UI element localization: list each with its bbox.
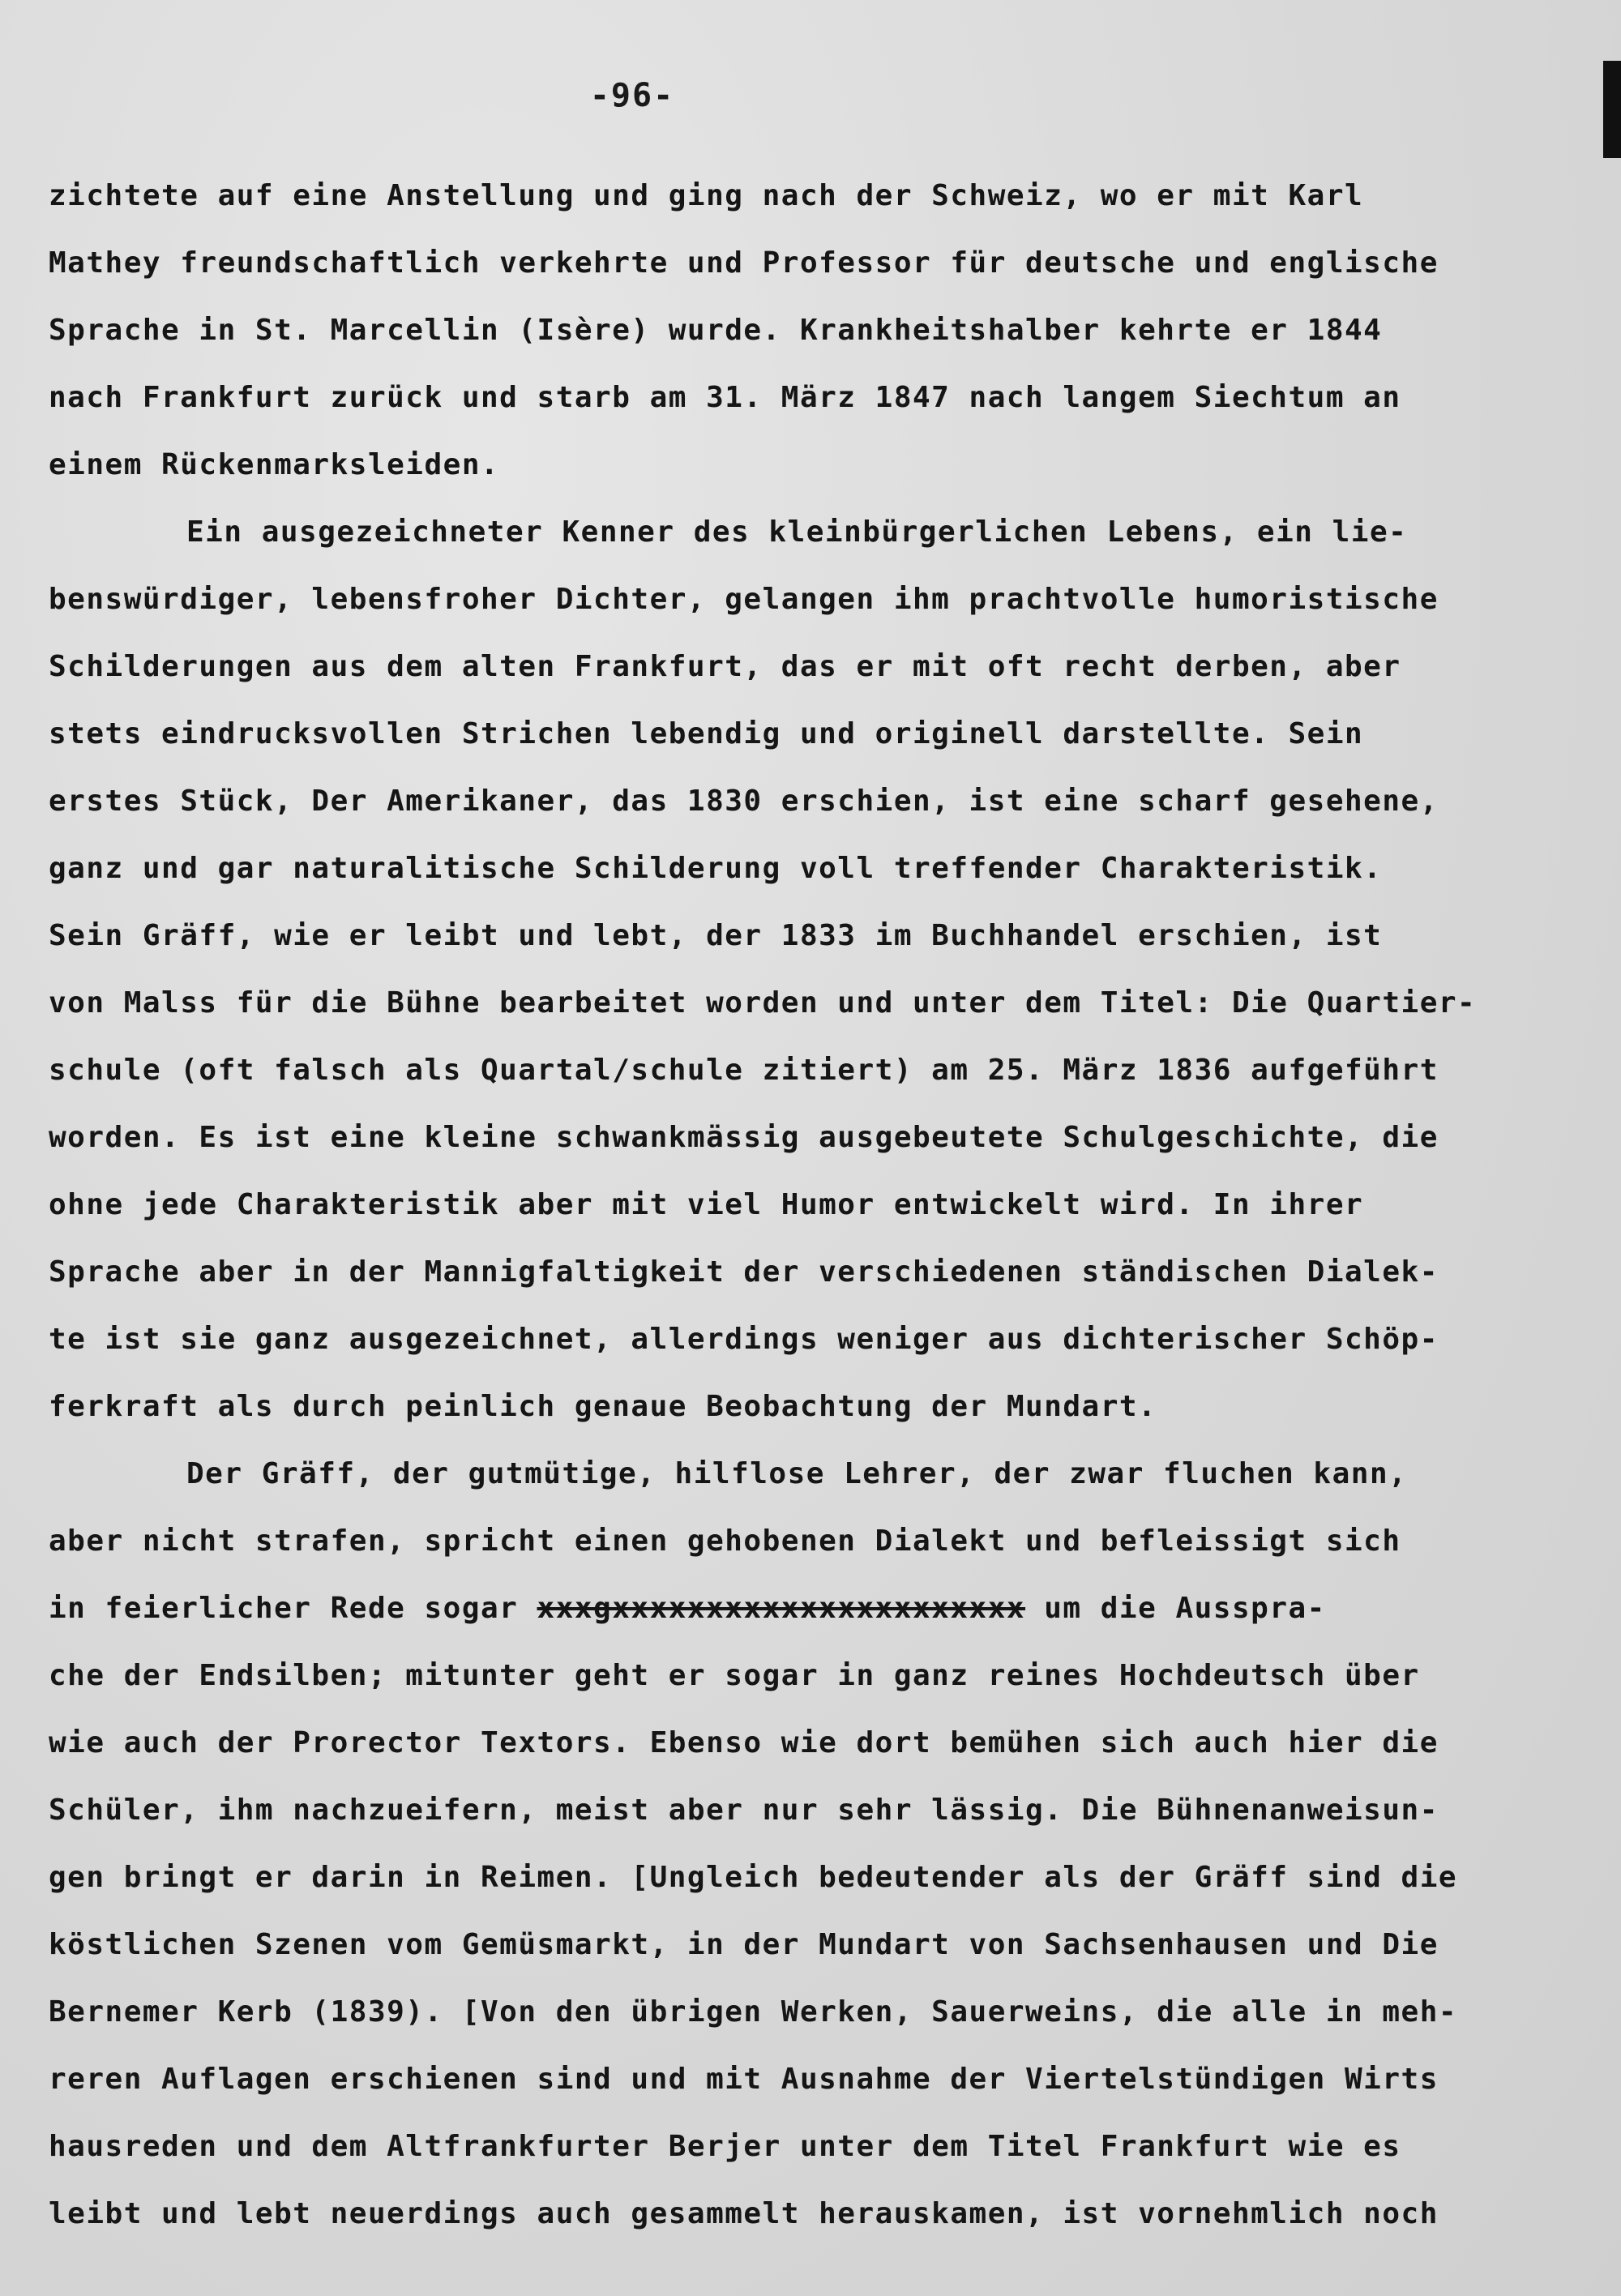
text-line [49, 1642, 1589, 1709]
text-line-content: Sprache in St. Marcellin (Isère) wurde. Krankheitshalber kehrte er 1844 [49, 314, 1383, 347]
text-line [49, 162, 1589, 229]
text-line-content: Bernemer Kerb (1839). [Von den übrigen Werken, Sauerweins, die alle in meh- [49, 1995, 1458, 2029]
text-line [49, 1171, 1589, 1238]
text-line [49, 902, 1589, 969]
text-line [49, 1104, 1589, 1171]
text-line-content: Sprache aber in der Mannigfaltigkeit der verschiedenen ständischen Dialek- [49, 1255, 1439, 1289]
text-line [49, 1507, 1589, 1575]
text-line [49, 969, 1589, 1037]
text-line-content: köstlichen Szenen vom Gemüsmarkt, in der Mundart von Sachsenhausen und Die [49, 1928, 1439, 1961]
text-line [49, 431, 1589, 498]
text-line [49, 498, 1589, 566]
text-line [49, 1575, 1589, 1642]
text-line [49, 1440, 1589, 1507]
text-line [49, 1844, 1589, 1911]
text-line-content: Ein ausgezeichneter Kenner des kleinbürgerlichen Lebens, ein lie- [186, 515, 1408, 549]
text-line [49, 229, 1589, 297]
text-line-content: wie auch der Prorector Textors. Ebenso wie dort bemühen sich auch hier die [49, 1726, 1439, 1759]
text-line-content: aber nicht strafen, spricht einen gehobenen Dialekt und befleissigt sich [49, 1524, 1401, 1558]
text-line-content: Mathey freundschaftlich verkehrte und Professor für deutsche und englische [49, 246, 1439, 280]
text-line [49, 1911, 1589, 1978]
text-line-content: che der Endsilben; mitunter geht er sogar in ganz reines Hochdeutsch über [49, 1659, 1420, 1692]
text-line [49, 364, 1589, 431]
text-line [49, 1373, 1589, 1440]
text-line [49, 2113, 1589, 2180]
text-line [49, 1037, 1589, 1104]
text-line-content: erstes Stück, Der Amerikaner, das 1830 erschien, ist eine scharf gesehene, [49, 785, 1439, 818]
text-line-content: hausreden und dem Altfrankfurter Berjer unter dem Titel Frankfurt wie es [49, 2130, 1401, 2163]
text-line-content: von Malss für die Bühne bearbeitet worden und unter dem Titel: Die Quartier- [49, 986, 1477, 1020]
text-line [49, 2180, 1589, 2247]
text-line-content: reren Auflagen erschienen sind und mit Ausnahme der Viertelstündigen Wirts [49, 2063, 1439, 2096]
struck-out-text: xxxgxxxxxxxxxxxxxxxxxxxxxx [537, 1592, 1026, 1625]
text-line-content: nach Frankfurt zurück und starb am 31. März 1847 nach langem Siechtum an [49, 381, 1401, 414]
scan-edge-mark [1603, 61, 1621, 158]
text-line [49, 2046, 1589, 2113]
text-line-content: ohne jede Charakteristik aber mit viel Humor entwickelt wird. In ihrer [49, 1188, 1364, 1221]
text-line-content: ferkraft als durch peinlich genaue Beobachtung der Mundart. [49, 1390, 1157, 1423]
text-line [49, 633, 1589, 700]
text-line-content: Schüler, ihm nachzueifern, meist aber nur sehr lässig. Die Bühnenanweisun- [49, 1794, 1439, 1827]
text-line [49, 1306, 1589, 1373]
text-line-content: Sein Gräff, wie er leibt und lebt, der 1833 im Buchhandel erschien, ist [49, 919, 1383, 952]
text-line [49, 1238, 1589, 1306]
text-line [49, 297, 1589, 364]
text-line-content: einem Rückenmarksleiden. [49, 448, 500, 481]
text-line [49, 835, 1589, 902]
text-line-content: schule (oft falsch als Quartal/schule zitiert) am 25. März 1836 aufgeführt [49, 1054, 1439, 1087]
text-line-content: leibt und lebt neuerdings auch gesammelt herauskamen, ist vornehmlich noch [49, 2197, 1439, 2230]
text-line-content: zichtete auf eine Anstellung und ging nach der Schweiz, wo er mit Karl [49, 179, 1364, 212]
text-line-continuation: um die Ausspra- [1025, 1592, 1326, 1625]
body-text [49, 162, 1589, 2247]
text-line-content: in feierlicher Rede sogar [49, 1592, 537, 1625]
text-line [49, 566, 1589, 633]
text-line-content: worden. Es ist eine kleine schwankmässig ausgebeutete Schulgeschichte, die [49, 1121, 1439, 1154]
text-line [49, 767, 1589, 835]
text-line-content: Der Gräff, der gutmütige, hilflose Lehrer, der zwar fluchen kann, [186, 1457, 1408, 1490]
text-line-content: Schilderungen aus dem alten Frankfurt, das er mit oft recht derben, aber [49, 650, 1401, 683]
text-line-content: te ist sie ganz ausgezeichnet, allerdings weniger aus dichterischer Schöp- [49, 1323, 1439, 1356]
text-line-content: stets eindrucksvollen Strichen lebendig und originell darstellte. Sein [49, 717, 1364, 750]
text-line [49, 1978, 1589, 2046]
text-line-content: benswürdiger, lebensfroher Dichter, gelangen ihm prachtvolle humoristische [49, 583, 1439, 616]
text-line [49, 1777, 1589, 1844]
text-line [49, 1709, 1589, 1777]
text-line-content: gen bringt er darin in Reimen. [Ungleich bedeutender als der Gräff sind die [49, 1861, 1458, 1894]
text-line-content: ganz und gar naturalitische Schilderung voll treffender Charakteristik. [49, 852, 1383, 885]
text-line [49, 700, 1589, 767]
page-number: -96- [589, 77, 675, 114]
